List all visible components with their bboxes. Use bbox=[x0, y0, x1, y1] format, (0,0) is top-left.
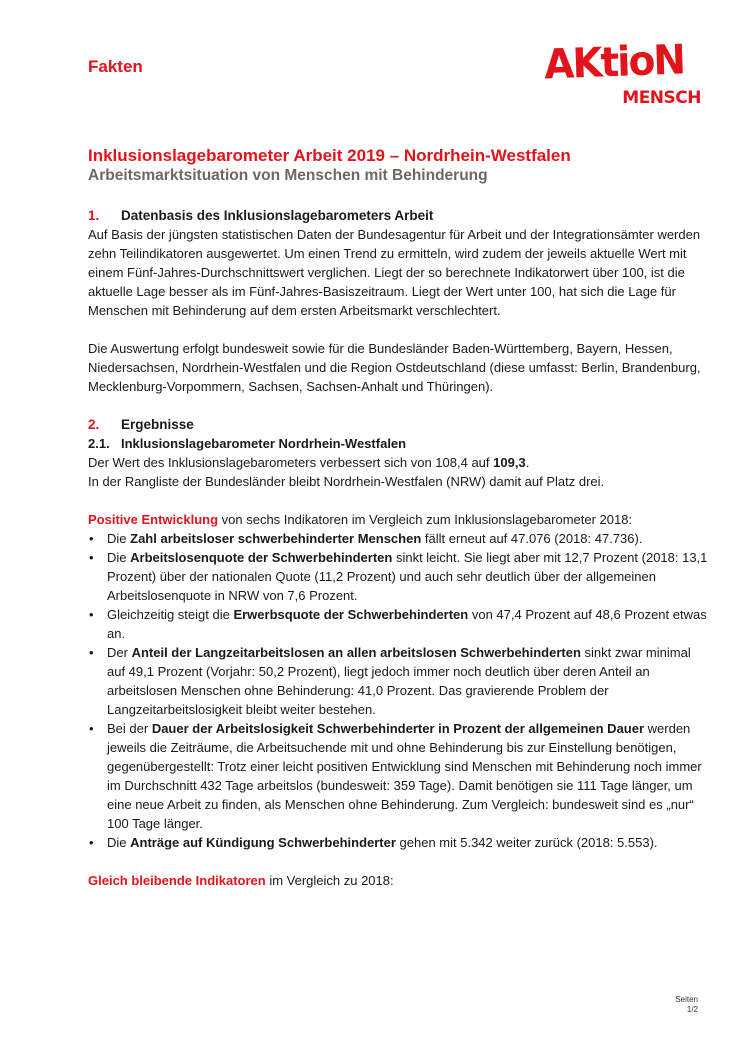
subsection-number: 2.1. bbox=[88, 436, 110, 451]
section-1-paragraph-2: Die Auswertung erfolgt bundesweit sowie für die Bundesländer Baden-Württemberg, Bayern, Hessen, Niedersachsen, Nordrhein-Westfalen und die Region Ostdeutschland (diese umfasst: Berlin, Brandenburg, Mecklenburg-Vorpommern, Sachsen, Sachsen-Anhalt und Thüringen). bbox=[88, 341, 701, 394]
section-2-heading bbox=[88, 415, 708, 434]
positive-intro: Positive Entwicklung von sechs Indikatoren im Vergleich zum Inklusionslagebarometer 2018: bbox=[88, 512, 633, 527]
document-title: Inklusionslagebarometer Arbeit 2019 – Nordrhein-Westfalen bbox=[88, 146, 571, 165]
subsection-2-1-heading bbox=[88, 434, 708, 453]
bullet-icon: • bbox=[89, 835, 94, 850]
section-1-heading bbox=[88, 206, 708, 225]
positive-lead: Positive Entwicklung bbox=[88, 512, 219, 527]
document-subtitle: Arbeitsmarktsituation von Menschen mit Behinderung bbox=[88, 167, 488, 184]
neutral-lead: Gleich bleibende Indikatoren bbox=[88, 873, 266, 888]
list-item: • Bei der Dauer der Arbeitslosigkeit Schwerbehinderter in Prozent der allgemeinen Dauer werden jeweils die Zeiträume, die Arbeitsuchende mit und ohne Behinderung bis zur Einstellung benötigen, gegenübergestellt: Trotz einer leicht positiven Entwicklung sind Menschen mit Behinderung noch immer im Durchschnitt 432 Tage arbeitslos (bundesweit: 359 Tage). Damit benötigen sie 111 Tage länger, um eine neue Arbeit zu finden, als Menschen ohne Behinderung. Zum Vergleich: bundesweit sind es „nur“ 100 Tage länger. bbox=[89, 721, 702, 831]
pages-label: Seiten bbox=[675, 995, 698, 1004]
bullet-icon: • bbox=[89, 721, 94, 736]
subsection-title: Inklusionslagebarometer Nordrhein-Westfalen bbox=[121, 436, 407, 451]
section-title: Ergebnisse bbox=[121, 417, 194, 432]
list-item: • Die Arbeitslosenquote der Schwerbehinderten sinkt leicht. Sie liegt aber mit 12,7 Prozent (2018: 13,1 Prozent) über der nationalen Quote (11,2 Prozent) und auch sehr deutlich über der allgemeinen Arbeitslosenquote in NRW von 7,6 Prozent. bbox=[89, 550, 708, 603]
ranking-line: In der Rangliste der Bundesländer bleibt Nordrhein-Westfalen (NRW) damit auf Platz drei. bbox=[88, 474, 605, 489]
section-title: Datenbasis des Inklusionslagebarometers Arbeit bbox=[121, 208, 434, 223]
list-item: • Die Zahl arbeitsloser schwerbehinderter Menschen fällt erneut auf 47.076 (2018: 47.736). bbox=[89, 531, 643, 546]
barometer-value: 109,3 bbox=[493, 455, 526, 470]
bullet-icon: • bbox=[89, 645, 94, 660]
section-number: 2. bbox=[88, 417, 100, 432]
document-body bbox=[88, 206, 708, 890]
positive-indicator-list bbox=[88, 529, 708, 852]
bullet-icon: • bbox=[89, 550, 94, 565]
neutral-intro: Gleich bleibende Indikatoren im Vergleich zu 2018: bbox=[88, 873, 394, 888]
logo-wordmark-top: AKtioN bbox=[543, 36, 685, 89]
bullet-icon: • bbox=[89, 607, 94, 622]
page-footer bbox=[675, 995, 698, 1015]
section-1-paragraph-1: Auf Basis der jüngsten statistischen Daten der Bundesagentur für Arbeit und der Integrationsämter werden zehn Teilindikatoren ausgewertet. Um einen Trend zu ermitteln, wird zudem der jeweils aktuelle Wert mit einem Fünf-Jahres-Durchschnittswert verglichen. Liegt der so berechnete Indikatorwert über 100, ist die aktuelle Lage besser als im Fünf-Jahres-Basiszeitraum. Liegt der Wert unter 100, hat sich die Lage für Menschen mit Behinderung auf dem ersten Arbeitsmarkt verschlechtert. bbox=[88, 227, 701, 318]
list-item: • Der Anteil der Langzeitarbeitslosen an allen arbeitslosen Schwerbehinderten sinkt zwar minimal auf 49,1 Prozent (Vorjahr: 50,2 Prozent), liegt jedoch immer noch deutlich über deren Anteil an arbeitslosen Menschen ohne Behinderung: 41,0 Prozent. Das gravierende Problem der Langzeitarbeitslosigkeit bleibt weiter bestehen. bbox=[89, 645, 691, 717]
page-number: 1/2 bbox=[686, 1005, 698, 1014]
logo-wordmark-bottom: MENSCH bbox=[622, 88, 701, 108]
list-item: • Gleichzeitig steigt die Erwerbsquote der Schwerbehinderten von 47,4 Prozent auf 48,6 Prozent etwas an. bbox=[89, 607, 707, 641]
barometer-value-line: Der Wert des Inklusionslagebarometers verbessert sich von 108,4 auf 109,3. bbox=[88, 455, 530, 470]
kicker-label: Fakten bbox=[88, 57, 143, 76]
list-item: • Die Anträge auf Kündigung Schwerbehinderter gehen mit 5.342 weiter zurück (2018: 5.553). bbox=[89, 835, 658, 850]
section-number: 1. bbox=[88, 208, 100, 223]
aktion-mensch-logo bbox=[543, 36, 705, 112]
bullet-icon: • bbox=[89, 531, 94, 546]
